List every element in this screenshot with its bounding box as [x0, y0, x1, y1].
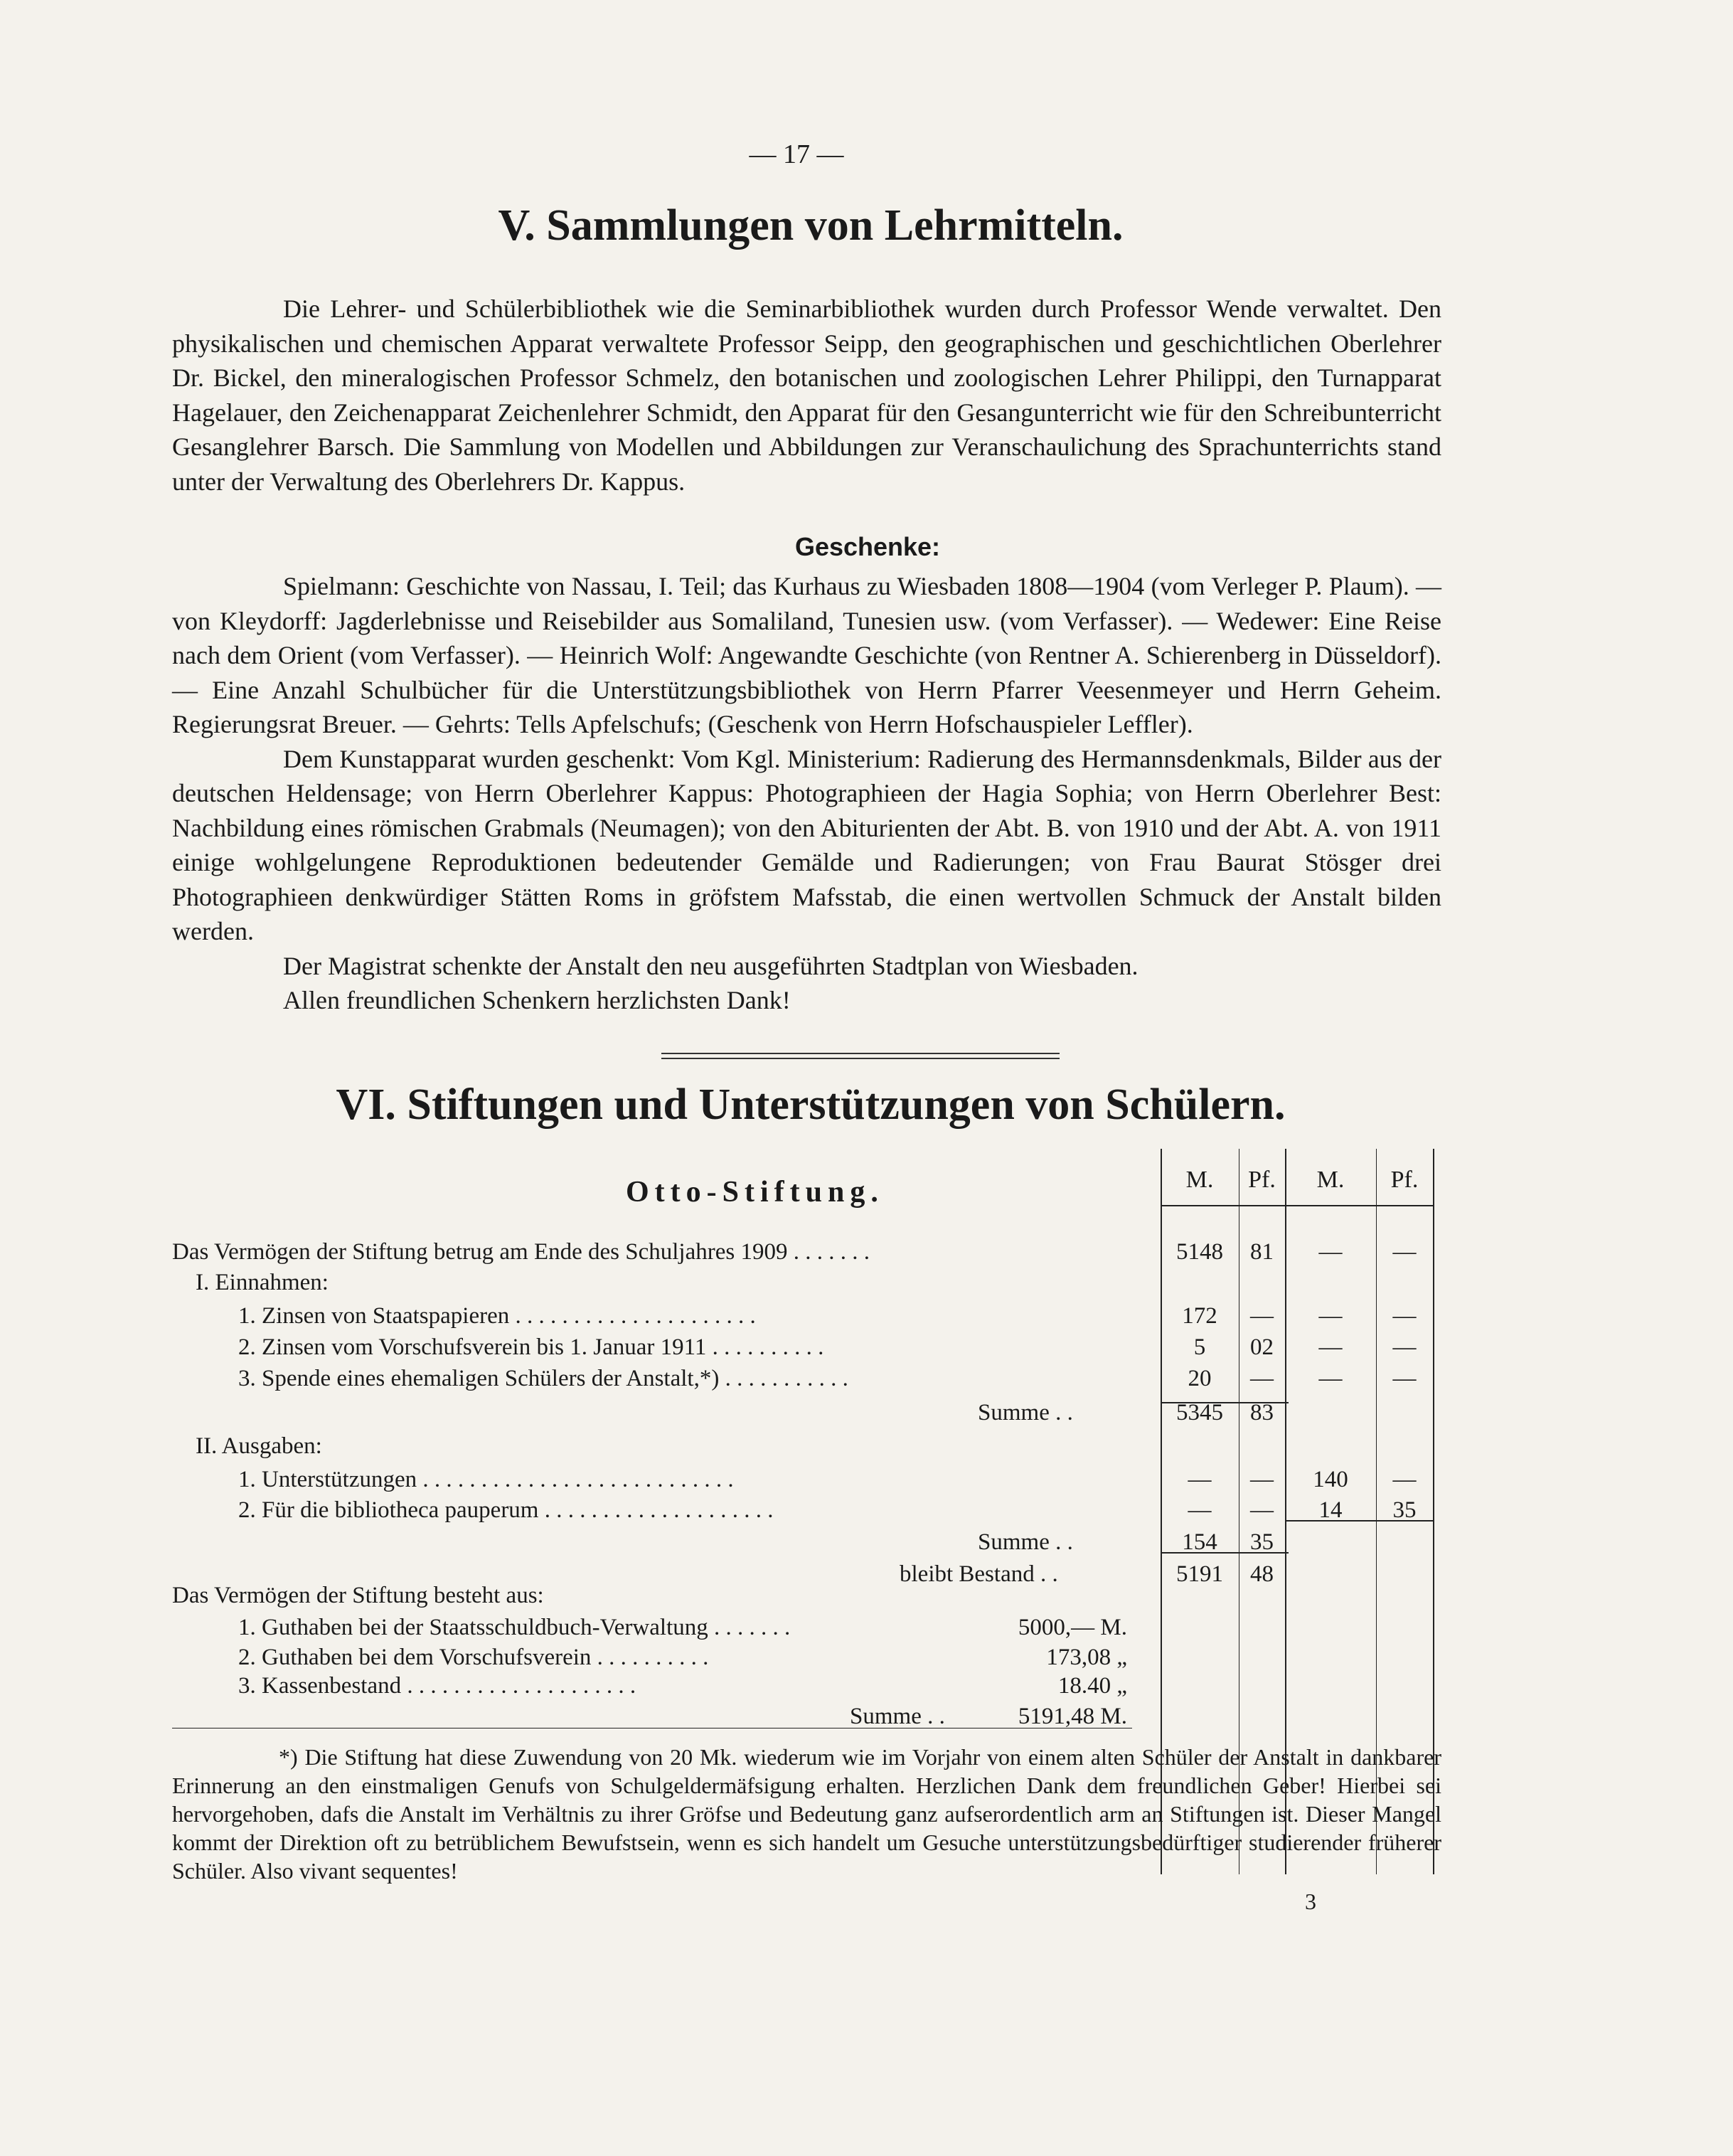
- ledger-row-label: 3. Spende eines ehemaligen Schülers der Anstalt,*) . . . . . . . . . . .: [238, 1366, 848, 1391]
- ledger-cell-p2: —: [1392, 1334, 1417, 1360]
- col-header-pf2: Pf.: [1390, 1167, 1419, 1193]
- composition-heading: Das Vermögen der Stiftung besteht aus:: [172, 1583, 544, 1608]
- composition-item-label: 1. Guthaben bei der Staatsschuldbuch-Verwaltung . . . . . . .: [238, 1615, 791, 1640]
- ledger-row-label: I. Einnahmen:: [196, 1270, 329, 1295]
- composition-item-label: 2. Guthaben bei dem Vorschufsverein . . . . . . . . . .: [238, 1645, 709, 1670]
- ledger-cell-p1: 83: [1250, 1400, 1274, 1425]
- ledger-cell-m1: 154: [1182, 1529, 1217, 1555]
- ledger-cell-p2: —: [1392, 1303, 1417, 1329]
- signature-mark: 3: [1305, 1889, 1316, 1914]
- ledger-cell-p1: 35: [1250, 1529, 1274, 1555]
- page-number: — 17 —: [749, 139, 844, 169]
- ledger-row-label: Summe . .: [978, 1400, 1073, 1425]
- ledger-cell-p1: 02: [1250, 1334, 1274, 1360]
- geschenke-paragraph-thanks: Allen freundlichen Schenkern herzlichsten Dank!: [283, 986, 791, 1014]
- ledger-cell-p2: —: [1392, 1366, 1417, 1391]
- geschenke-paragraph-art: Dem Kunstapparat wurden geschenkt: Vom Kgl. Ministerium: Radierung des Hermannsdenkmals, Bilder aus der deutschen Heldensage; von Herrn Oberlehrer Kappus: Photographieen der Hagia Sophia; von Herrn Oberlehrer Best: Nachbildung eines römischen Grabmals (Neumagen); von den Abiturienten der Abt. B. von 1910 und der Abt. A. von 1911 einige wohlgelungene Reproduktionen bedeutender Gemälde und Radierungen; von Frau Baurat Stösger drei Photographieen denkwürdiger Stätten Roms in gröfstem Mafsstab, die einen wertvollen Schmuck der Anstalt bilden werden.: [172, 744, 1441, 945]
- table-header-row: [0, 1167, 1733, 1198]
- ledger-row: [0, 1467, 1733, 1498]
- ledger-cell-p1: —: [1250, 1366, 1274, 1391]
- composition-item-value: 5000,— M.: [1018, 1615, 1127, 1640]
- ledger-cell-p1: —: [1250, 1497, 1274, 1523]
- ledger-cell-p1: 48: [1250, 1561, 1274, 1587]
- ledger-cell-m1: 5191: [1176, 1561, 1223, 1587]
- composition-item-label: 3. Kassenbestand . . . . . . . . . . . . . . . . . . . .: [238, 1673, 636, 1699]
- composition-item-value: 18.40 „: [1057, 1673, 1127, 1699]
- ledger-cell-p1: —: [1250, 1303, 1274, 1329]
- stiftung-name: Otto-Stiftung.: [626, 1176, 884, 1209]
- ledger-cell-m1: 5148: [1176, 1239, 1223, 1265]
- geschenke-list: [172, 569, 1441, 1018]
- ledger-cell-p1: —: [1250, 1467, 1274, 1492]
- ledger-cell-p2: —: [1392, 1239, 1417, 1265]
- ledger-cell-m1: 5: [1193, 1334, 1206, 1360]
- geschenke-paragraph-books: Spielmann: Geschichte von Nassau, I. Teil; das Kurhaus zu Wiesbaden 1808—1904 (vom Verleger P. Plaum). — von Kleydorff: Jagderlebnisse und Reisebilder aus Somaliland, Tunesien usw. (vom Verfasser). — Wedewer: Eine Reise nach dem Orient (vom Verfasser). — Heinrich Wolf: Angewandte Geschichte (von Rentner A. Schierenberg in Düsseldorf). — Eine Anzahl Schulbücher für die Unterstützungsbibliothek von Herrn Pfarrer Veesenmeyer und Herrn Geheim. Regierungsrat Breuer. — Gehrts: Tells Apfelschufs; (Geschenk von Herrn Hofschauspieler Leffler).: [172, 572, 1441, 738]
- col-header-pf1: Pf.: [1248, 1167, 1276, 1193]
- ledger-row: [0, 1497, 1733, 1529]
- composition-item-value: 173,08 „: [1046, 1645, 1127, 1670]
- intro-paragraph: Die Lehrer- und Schülerbibliothek wie die Seminarbibliothek wurden durch Professor Wende verwaltet. Den physikalischen und chemischen Apparat verwaltete Professor Seipp, den geographischen und geschichtlichen Oberlehrer Dr. Bickel, den mineralogischen Professor Schmelz, den botanischen und zoologischen Lehrer Philippi, den Turnapparat Hagelauer, den Zeichenapparat Zeichenlehrer Schmidt, den Apparat für den Gesangunterricht wie für den Schreibunterricht Gesanglehrer Barsch. Die Sammlung von Modellen und Abbildungen zur Veranschaulichung des Sprachunterrichts stand unter der Verwaltung des Oberlehrers Dr. Kappus.: [172, 294, 1441, 496]
- ledger-cell-m1: 20: [1188, 1366, 1212, 1391]
- ledger-row: [0, 1433, 1733, 1465]
- ledger-row-label: 1. Unterstützungen . . . . . . . . . . . . . . . . . . . . . . . . . . .: [238, 1467, 734, 1492]
- ledger-row-label: 1. Zinsen von Staatspapieren . . . . . . . . . . . . . . . . . . . . .: [238, 1303, 756, 1329]
- table-header-rule: [1161, 1205, 1434, 1206]
- ledger-row: [0, 1366, 1733, 1397]
- ledger-row-label: bleibt Bestand . .: [900, 1561, 1058, 1587]
- ledger-cell-m2: —: [1318, 1334, 1343, 1360]
- ledger-row-label: 2. Für die bibliotheca pauperum . . . . . . . . . . . . . . . . . . . .: [238, 1497, 774, 1523]
- ledger-cell-m2: —: [1318, 1303, 1343, 1329]
- ledger-cell-m1: 172: [1182, 1303, 1217, 1329]
- ledger-cell-m2: —: [1318, 1366, 1343, 1391]
- ledger-cell-m1: 5345: [1176, 1400, 1223, 1425]
- ledger-row: [0, 1529, 1733, 1561]
- geschenke-heading: Geschenke:: [794, 532, 941, 561]
- ledger-cell-m2: 14: [1318, 1497, 1343, 1523]
- ledger-row: [0, 1239, 1733, 1270]
- ledger-row: [0, 1270, 1733, 1301]
- footnote: [172, 1743, 1441, 1885]
- ledger-row: [0, 1400, 1733, 1431]
- section-v-title: V. Sammlungen von Lehrmitteln.: [498, 201, 1124, 250]
- ledger-cell-p2: —: [1392, 1467, 1417, 1492]
- composition-total-label: Summe . .: [850, 1704, 945, 1729]
- footnote-text: *) Die Stiftung hat diese Zuwendung von 20 Mk. wiederum wie im Vorjahr von einem alten Schüler der Anstalt in dankbarer Erinnerung an den einstmaligen Genufs von Schulgeldermäfsigung erhalten. Herzlichen Dank dem freundlichen Geber! Hierbei sei hervorgehoben, dafs die Anstalt im Verhältnis zu ihrer Gröfse und Bedeutung ganz aufserordentlich arm an Stiftungen ist. Dieser Mangel kommt der Direktion oft zu betrüblichem Bewufstsein, wenn es sich handelt um Gesuche unterstützungsbedürftiger studierender früherer Schüler. Also vivant sequentes!: [172, 1744, 1441, 1884]
- ledger-cell-m1: —: [1188, 1467, 1212, 1492]
- ledger-cell-p1: 81: [1250, 1239, 1274, 1265]
- section-divider: [661, 1053, 1060, 1059]
- geschenke-paragraph-magistrat: Der Magistrat schenkte der Anstalt den neu ausgeführten Stadtplan von Wiesbaden.: [283, 951, 1139, 980]
- ledger-row-label: II. Ausgaben:: [196, 1433, 322, 1459]
- col-header-m1: M.: [1185, 1167, 1214, 1193]
- composition-total-value: 5191,48 M.: [1018, 1704, 1127, 1729]
- section-vi-title: VI. Stiftungen und Unterstützungen von Schülern.: [336, 1080, 1286, 1129]
- ledger-row-label: Das Vermögen der Stiftung betrug am Ende des Schuljahres 1909 . . . . . . .: [172, 1239, 870, 1265]
- ledger-cell-m2: —: [1318, 1239, 1343, 1265]
- ledger-row-label: 2. Zinsen vom Vorschufsverein bis 1. Januar 1911 . . . . . . . . . .: [238, 1334, 824, 1360]
- ledger-cell-p2: 35: [1392, 1497, 1417, 1523]
- section-v-intro: [172, 292, 1441, 499]
- ledger-cell-m2: 140: [1313, 1467, 1348, 1492]
- ledger-row-label: Summe . .: [978, 1529, 1073, 1555]
- ledger-row: [0, 1303, 1733, 1334]
- col-header-m2: M.: [1316, 1167, 1345, 1193]
- ledger-row: [0, 1334, 1733, 1366]
- ledger-cell-m1: —: [1188, 1497, 1212, 1523]
